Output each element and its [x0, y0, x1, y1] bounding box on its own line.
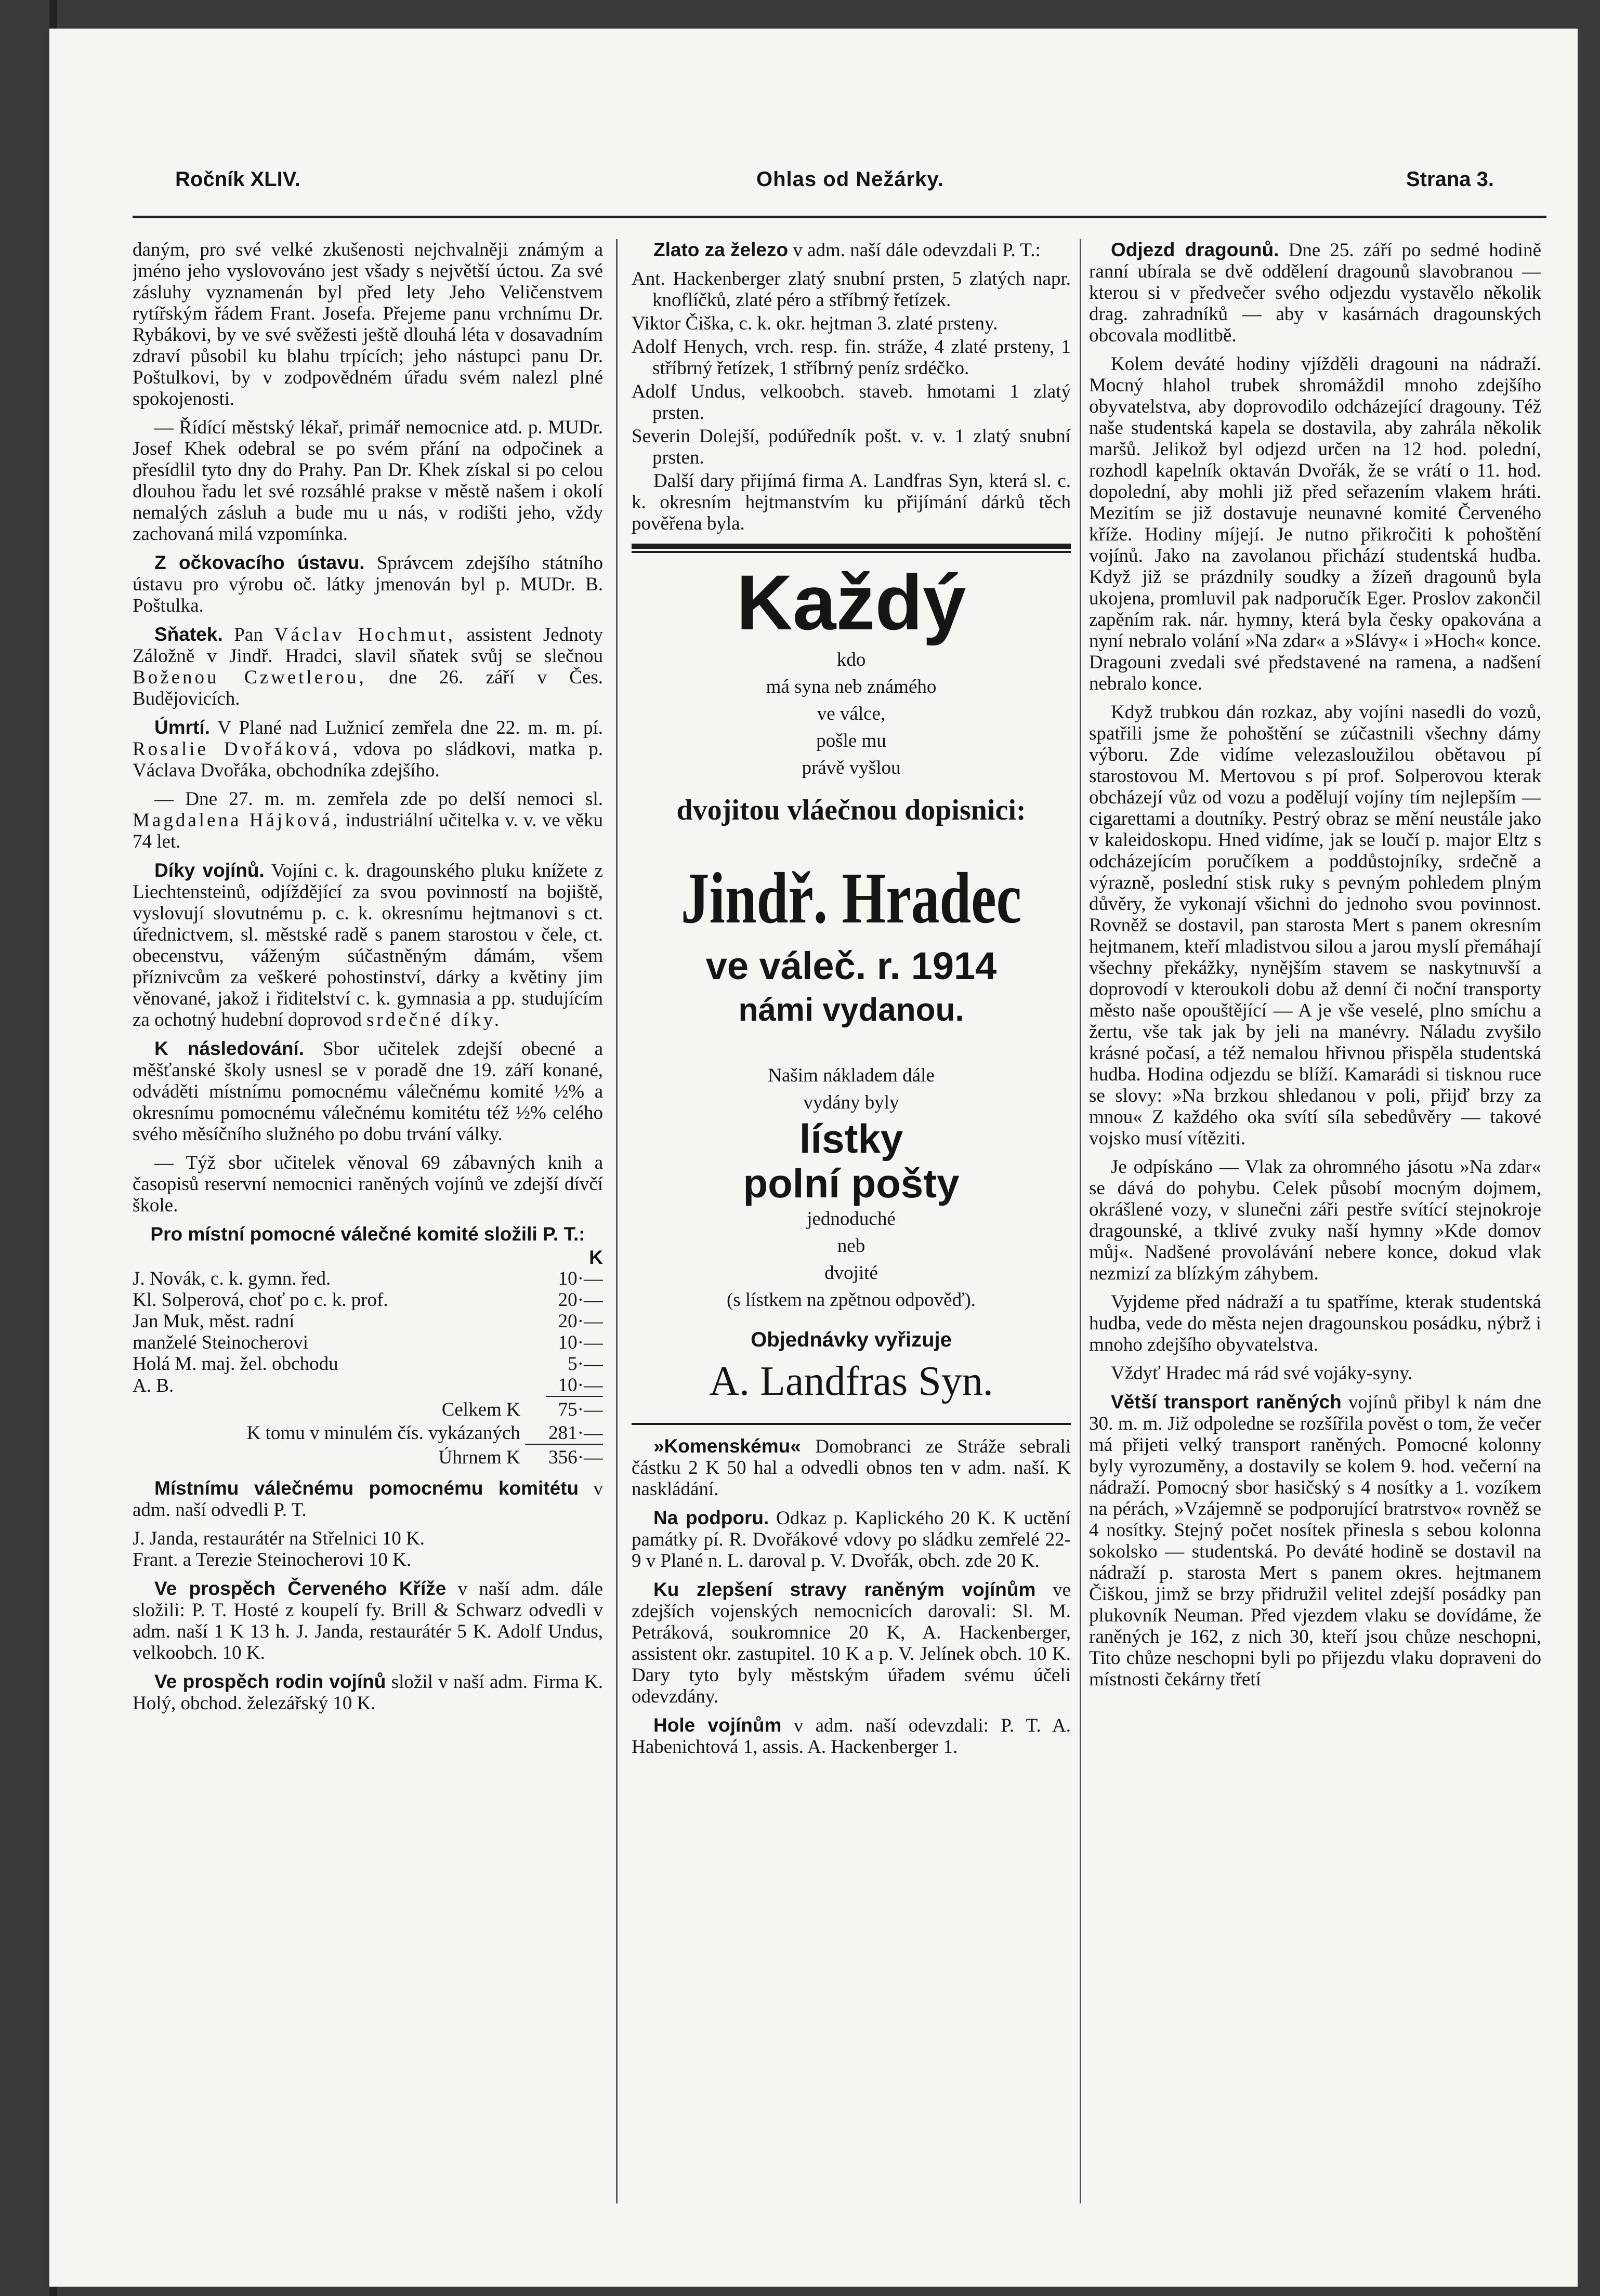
list-item: Frant. a Terezie Steinocherovi 10 K. [133, 1549, 412, 1571]
article-text: Odkaz p. Kaplického 20 K. K uctění památky pí. R. Dvořákové vdovy po sládku zemřelé 22-9 v Plané n. L. daroval p. V. Dvořák, obch. zde 20 K. [632, 1508, 1071, 1572]
article-text: dne 26. září v Čes. Budějovicích. [133, 667, 603, 709]
article-paragraph: Kolem deváté hodiny vjížděli dragouni na nádraží. Mocný hlahol trubek shromáždil mnoho zdejšího obyvatelstva, aby doprovodilo odcházející dragouny. Též naše studentská kapela se dostavila, aby zahrála několik maršů. Jelikož byl odjezd určen na 12 hod. polední, rozhodl kapelník oktaván Dvořák, že se vrátí o 11. hod. dopolední, aby mohli již před seřazením vlakem hráti. Mezitím se již dostavuje neunavné komité Červeného kříže. Hodiny míjejí. Je nutno přikročiti k pohoštění vojínů. Jako na zavolanou přichází studentská hudba. Když již se prázdnily soudky a žízeň dragounů byla ukojena, promluvil pak nadporučík Eger. Proslov zakončil zapěním rak. nár. hymny, která byla česky opakována a nyní nebralo volání »Na zdar« a »Slávy« i »Hoch« konce. Dragouni zvedali své představené na ramena, a nadšení nebralo konce. [1089, 353, 1541, 694]
spaced-name: Magdalena Hájková, [133, 810, 340, 831]
article-paragraph [632, 1507, 1071, 1572]
list-item: Severin Dolejší, podúředník pošt. v. v. 1 zlatý snubní prsten. [632, 426, 1071, 468]
ad-line: právě vyšlou [802, 757, 901, 778]
ad-line: lístky [799, 1116, 903, 1162]
table-row [133, 1353, 603, 1375]
ad-line: má syna neb známého [766, 676, 937, 697]
article-heading: Na podporu. [653, 1507, 769, 1528]
article-paragraph [1089, 239, 1541, 346]
article-paragraph [133, 1038, 603, 1145]
donation-list-heading: Pro místní pomocné válečné komité složili P. T.: [150, 1223, 585, 1245]
total-amount: 75·— [558, 1399, 603, 1420]
article-text: Vojíni c. k. dragounského pluku knížete z Liechtensteinů, odjíždějící za svou povinností na bojiště, vyslovují slovutnému p. c. k. okresnímu hejtmanovi s ct. úřednictvem, sl. městské radě s panem starostou v čele, ct. obecenstvu, váženým súčastněným dámám, všem příznivcům za veškeré pohostinství, dárky a květiny jim věnované, jakož i řiditelství c. k. gymnasia a pp. studujícím za ochotný hudební doprovod [133, 860, 603, 1031]
ad-headline: Každý [736, 559, 966, 646]
article-heading: Ve prospěch Červeného Kříže [154, 1578, 447, 1599]
article-paragraph: daným, pro své velké zkušenosti nejchvalněji známým a jméno jeho vyslovováno jest všady s největší úctou. Za své zásluhy vyznamenán byl před lety Jeho Veličenstvem rytířským řádem Frant. Josefa. Přejeme panu vrchnímu Dr. Rybákovi, by ve své svěžesti ještě dlouhá léta v dosavadním zdraví působil ku blahu trpících; jeho nástupci panu Dr. Poštulkovi, by v zodpovědném úřadu svém nalezl plné spokojenosti. [133, 239, 603, 410]
ad-rule [632, 1423, 1071, 1425]
donor-amount: 5·— [568, 1353, 603, 1375]
page-header [49, 168, 1578, 200]
article-paragraph [133, 1671, 603, 1714]
donor-amount: 10·— [558, 1268, 603, 1289]
article-paragraph [133, 860, 603, 1031]
donor-name: Kl. Solperová, choť po c. k. prof. [133, 1289, 388, 1311]
article-text: vojínů přibyl k nám dne 30. m. m. Již odpoledne se rozšířila pověst o tom, že večer má přijeti velký transport raněných. Pomocné kolonny byly vyrozuměny, a dostavily se kolem 9. hod. večerní na nádraží. Pomocný sbor hasičský s 4 nosítky a 1. vozíkem na pérách, »Vzájemně se podporující bratrstvo« rovněž se 4 nosítky. Stejný počet nosítek přinesla s sebou kolonna sokolsko — studentská. Po deváté hodině se dostavil na nádraží p. starosta Mert s panem okres. hejtmanem Čiškou, jimž se brzy přidružil velitel zdejší posádky pan plukovník Neuman. Před vjezdem vlaku se dovídáme, že raněných je 162, z nich 30, kteří jsou chůze neschopni, Tito chůze neschopni byli po přijezdu vlaku dopraveni do místnosti čekárny třetí [1089, 1392, 1541, 1690]
article-paragraph [632, 239, 1071, 261]
article-paragraph [133, 788, 603, 852]
ad-line: vydány byly [803, 1092, 899, 1113]
article-heading: Místnímu válečnému pomocnému komitétu [154, 1477, 579, 1499]
donor-name: Jan Muk, měst. radní [133, 1311, 295, 1332]
article-paragraph [632, 1435, 1071, 1500]
grand-total-amount: 356·— [548, 1447, 603, 1468]
donor-name: A. B. [133, 1375, 174, 1396]
total-label: Celkem K [441, 1399, 520, 1420]
article-paragraph [133, 552, 603, 616]
article-heading: Úmrtí. [154, 717, 210, 738]
article-heading: Ku zlepšení stravy raněným vojínům [653, 1579, 1036, 1600]
table-row [133, 1289, 603, 1311]
article-heading: Odjezd dragounů. [1111, 239, 1279, 260]
article-text: v adm. naší odevzdali: P. T. A. Habenichtová 1, assis. A. Hackenberger 1. [632, 1715, 1071, 1758]
article-heading: »Komenskému« [653, 1435, 801, 1457]
ad-line: ve válce, [817, 703, 886, 724]
ad-line: kdo [836, 649, 866, 670]
article-paragraph [632, 1579, 1071, 1707]
article-text: v naší adm. dále složili: P. T. Hosté z koupelí fy. Brill & Schwarz odvedli v adm. naší 1 K 13 h. J. Janda, restaurátér 5 K. Adolf Undus, velkoobch. 10 K. [133, 1578, 603, 1664]
article-paragraph [632, 1714, 1071, 1758]
ad-line: (s lístkem na zpětnou odpověď). [726, 1289, 976, 1311]
article-text: V Plané nad Lužnicí zemřela dne 22. m. m. pí. [217, 717, 603, 738]
spaced-name: Václav Hochmut, [274, 624, 456, 645]
list-item: Adolf Undus, velkoobch. staveb. hmotami 1 zlatý prsten. [632, 381, 1071, 424]
donor-name: J. Novák, c. k. gymn. řed. [133, 1268, 331, 1289]
ad-rule [632, 551, 1071, 553]
donor-amount: 20·— [558, 1311, 603, 1332]
article-paragraph [1089, 1391, 1541, 1690]
ad-line: ve váleč. r. 1914 [705, 944, 997, 987]
table-row [133, 1375, 603, 1396]
article-heading: Díky vojínů. [154, 860, 265, 881]
column-right [1089, 239, 1541, 2229]
article-heading: Z očkovacího ústavu. [154, 552, 365, 573]
article-text: Správcem zdejšího státního ústavu pro výrobu oč. látky jmenován byl p. MUDr. B. Poštulka. [133, 552, 603, 616]
article-text: složil v naší adm. Firma K. Holý, obchod. železářský 10 K. [133, 1671, 603, 1714]
ad-city: Jindř. Hradec [680, 858, 1022, 939]
ad-line: Objednávky vyřizuje [751, 1328, 952, 1351]
donor-name: manželé Steinocherovi [133, 1332, 309, 1353]
grand-total-label: Úhrnem K [438, 1447, 520, 1468]
donor-amount: 10·— [546, 1375, 603, 1396]
article-paragraph: Je odpískáno — Vlak za ohromného jásotu »Na zdar« se dává do pohybu. Celek působí mocným dojmem, okrášlené vozy, v slunečni záři pestře svítící stejnokroje dragounské, a tklivé zvuky naší hymny »Kde domov můj«. Nadšené provolávání nebere konce, dokud vlak nezmizí za blízkým záhybem. [1089, 1156, 1541, 1284]
article-paragraph [133, 717, 603, 781]
article-paragraph: Vyjdeme před nádraží a tu spatříme, kterak studentská hudba, vede do města nejen dragounskou posádku, nýbrž i mnoho zdejšího obyvatelstva. [1089, 1291, 1541, 1355]
list-item: Ant. Hackenberger zlatý snubní prsten, 5 zlatých napr. knoflíčků, zlaté péro a stříbrný řetízek. [632, 268, 1071, 311]
column-divider [616, 239, 618, 2203]
ad-line: námi vydanou. [738, 992, 964, 1028]
article-text: Sbor učitelek zdejší obecné a měšťanské školy usnesl se v poradě dne 19. září konané, odváděti místnímu pomocnému válečnému komité ½% a okresnímu pomocnému válečnému komitétu též ½% celého svého měsíčního služného po dobu trvání války. [133, 1038, 603, 1145]
article-text: Domobranci ze Stráže sebrali částku 2 K 50 hal a odvedli obnos ten v adm. naší. K naskládání. [632, 1436, 1071, 1500]
article-paragraph: Další dary přijímá firma A. Landfras Syn, která sl. c. k. okresním hejtmanstvím ku přijímání dárků těch pověřena byla. [632, 470, 1071, 534]
newspaper-page [49, 29, 1578, 2287]
spaced-text: srdečné díky. [366, 1009, 502, 1031]
ad-line: neb [837, 1235, 865, 1257]
article-text: vdova po sládkovi, matka p. Václava Dvořáka, obchodníka zdejšího. [133, 738, 603, 781]
article-paragraph [133, 1578, 603, 1664]
table-row [133, 1311, 603, 1332]
column-left [133, 239, 603, 2229]
article-paragraph: Vždyť Hradec má rád své vojáky-syny. [1111, 1363, 1413, 1384]
column-middle [632, 239, 1071, 2229]
volume-label: Ročník XLIV. [175, 168, 300, 191]
article-heading: K následování. [154, 1038, 304, 1059]
ad-rule [632, 544, 1071, 549]
article-text: Pan [234, 624, 263, 645]
article-paragraph [133, 1477, 603, 1521]
previous-label: K tomu v minulém čís. vykázaných [246, 1422, 520, 1444]
ad-line: jednoduché [807, 1208, 896, 1230]
article-text: Dne 25. září po sedmé hodině ranní ubírala se dvě oddělení dragounů slavobranou — kterou si v předvečer svého odjezdu vystavělo několik drag. zahradníků — aby v kasárnách dragounských obcovala modlitbě. [1089, 240, 1541, 346]
advertisement [632, 558, 1071, 1407]
article-heading: Větší transport raněných [1111, 1391, 1342, 1413]
list-item: Viktor Čiška, c. k. okr. hejtman 3. zlaté prsteny. [632, 313, 998, 334]
table-row [133, 1332, 603, 1353]
ad-line: pošle mu [816, 730, 886, 751]
ad-line: polní pošty [743, 1160, 960, 1206]
ad-line: dvojité [824, 1262, 878, 1284]
list-item: J. Janda, restaurátér na Střelnici 10 K. [133, 1528, 425, 1549]
header-rule [133, 216, 1546, 218]
donor-amount: 20·— [558, 1289, 603, 1311]
article-text: assistent Jednoty Záložně v Jindř. Hradci, slavil sňatek svůj se slečnou [133, 624, 603, 667]
article-paragraph: — Řídící městský lékař, primář nemocnice atd. p. MUDr. Josef Khek odebral se po svém přání na odpočinek a přesídlil tyto dny do Prahy. Pan Dr. Khek získal si po celou dlouhou řadu let své rozsáhlé prakse v městě našem i okolí nemalých zásluh a bude mu u nás, v rodišti jeho, vždy zachovaná milá vzpomínka. [133, 417, 603, 545]
ad-firm: A. Landfras Syn. [709, 1358, 993, 1404]
grand-total-row [133, 1447, 603, 1468]
ad-subheadline: dvojitou vláečnou dopisnici: [676, 794, 1026, 826]
article-text: v adm. naší dále odevzdali P. T.: [793, 240, 1041, 261]
donation-table [133, 1247, 603, 1397]
newspaper-title: Ohlas od Nežárky. [756, 168, 944, 191]
currency-label: K [589, 1247, 603, 1268]
previous-row [133, 1422, 603, 1445]
ad-line: Našim nákladem dále [768, 1065, 935, 1086]
table-row [133, 1268, 603, 1289]
article-heading: Ve prospěch rodin vojínů [154, 1671, 386, 1692]
article-heading: Zlato za železo [653, 239, 789, 260]
previous-amount: 281·— [525, 1422, 603, 1445]
total-row [133, 1399, 603, 1420]
list-item: Adolf Henych, vrch. resp. fin. stráže, 4 zlaté prsteny, 1 stříbrný řetízek, 1 stříbrný peníz srdéčko. [632, 336, 1071, 379]
article-paragraph: Když trubkou dán rozkaz, aby vojíni nasedli do vozů, spatřili jsme že pohoštění se zúčastnili všechny dámy výboru. Zde vidíme velezasloužilou obětavou pí starostovou M. Mertovou s pí prof. Solperovou kterak obcházejí vůz od vozu a podělují vojíny tím nejlepším — cigarettami a doutníky. Pestrý obraz se mění neustále jako v kaleidoskopu. Hned vidíme, jak se loučí p. major Eltz s odcházejícím poručíkem a poddůstojníky, srdečně a výrazně, poslední stisk ruky s pevným pohledem plným důvěry, že vykonají všichni do jednoho svou povinnost. Rovněž se dostavil, pan starosta Mert s panem okresním hejtmanem, kteří mladistvou silou a jarou myslí přemáhají všechny překážky, nynějším stavem se naskytnuvší a doprovodí v kteroukoli dobu až denní či noční transporty město naše opouštějící — A je vše veselé, plno smíchu a žertu, vše tak jak by jeli na manévry. Náladu zvyšilo krásné počasí, a též nemalou hřivnou přispěla studentská hudba. Hodina odjezdu se blíží. Kamarádi si tisknou ruce se slovy: »Na brzkou shledanou v poli, přijď brzy za mnou« Z každého oka svítí síla sebedůvěry — takové vojsko musí vítěziti. [1089, 702, 1541, 1149]
article-text: v adm. naší odvedli P. T. [133, 1478, 603, 1521]
article-heading: Sňatek. [154, 624, 223, 645]
article-text: ve zdejších vojenských nemocnicích darovali: Sl. M. Petráková, soukromnice 20 K, A. Hackenberger, assistent okr. zastupitel. 10 K a p. V. Jelínek obch. 10 K. Dary tyto byly městským úřadem svému účeli odevzdány. [632, 1579, 1071, 1707]
article-text: industriální učitelka v. v. ve věku 74 let. [133, 810, 603, 852]
spaced-name: Rosalie Dvořáková, [133, 738, 340, 760]
article-paragraph [133, 624, 603, 709]
column-divider [1080, 239, 1081, 2203]
spaced-name: Boženou Czwetlerou, [133, 667, 366, 688]
donor-name: Holá M. maj. žel. obchodu [133, 1353, 338, 1375]
article-heading: Hole vojínům [653, 1714, 782, 1736]
article-text: — Dne 27. m. m. zemřela zde po delší nemoci sl. [154, 788, 603, 810]
article-paragraph: — Týž sbor učitelek věnoval 69 zábavných knih a časopisů reservní nemocnici raněných vojínů ve zdejší dívčí škole. [133, 1152, 603, 1216]
donor-amount: 10·— [558, 1332, 603, 1353]
page-number: Strana 3. [1406, 168, 1494, 191]
